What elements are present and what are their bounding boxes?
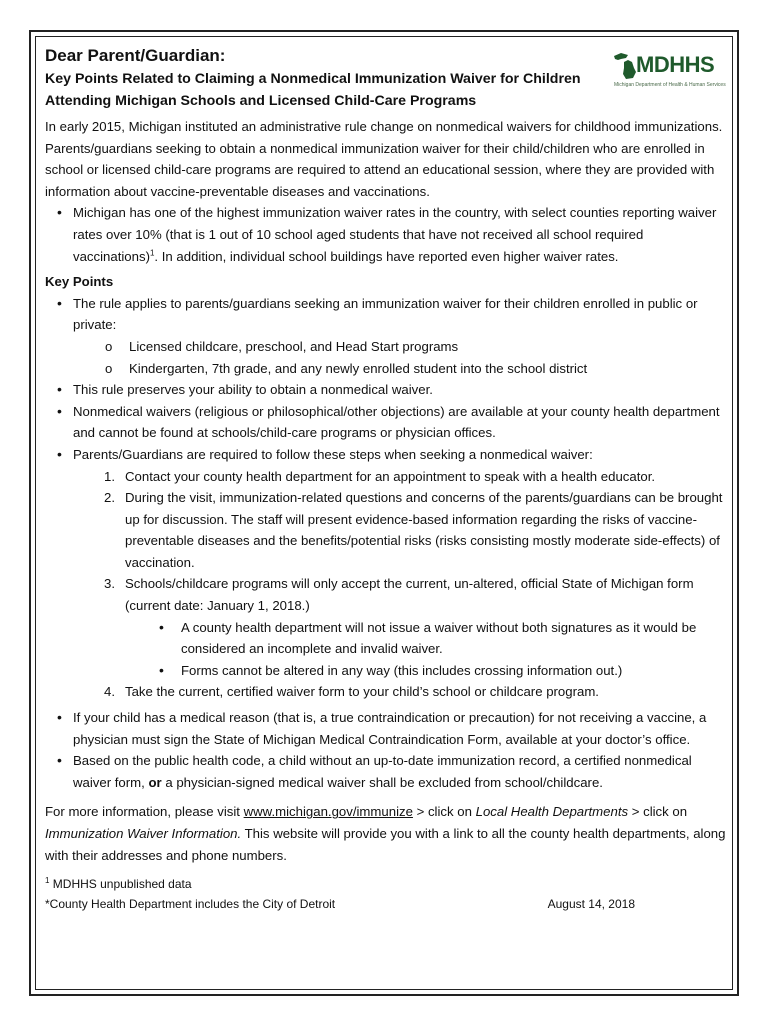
waiver-rate-text-end: . In addition, individual school buildings have reported even higher waiver rates. xyxy=(154,248,619,264)
step-text: Take the current, certified waiver form to your child’s school or childcare program. xyxy=(125,684,599,700)
footnote-text: MDHHS unpublished data xyxy=(49,877,192,892)
step-text: Contact your county health department for an appointment to speak with a health educator. xyxy=(125,468,656,484)
document-date: August 14, 2018 xyxy=(547,897,635,912)
step-item xyxy=(45,681,727,703)
immunization-waiver-info-label: Immunization Waiver Information. xyxy=(45,826,242,841)
local-health-departments-label: Local Health Departments xyxy=(475,804,629,820)
more-info-paragraph xyxy=(45,801,727,866)
logo-subtitle: Michigan Department of Health & Human Services xyxy=(614,82,726,88)
availability-bullet: • Nonmedical waivers (religious or philosophical/other objections) are available at your county health department and cannot be found at schools/child-care programs or physician offices. xyxy=(45,401,727,444)
title-line-2: Attending Michigan Schools and Licensed Child-Care Programs xyxy=(45,93,477,109)
step-text: During the visit, immunization-related questions and concerns of the parents/guardians can be brought up for discussion. The staff will present evidence-based information regarding the risks of vaccine-preventable diseases and the benefits/potential risks (risks consisting mostly moderate side-effects) of vaccination. xyxy=(125,490,723,570)
code-text-end: a physician-signed medical waiver shall be excluded from school/childcare. xyxy=(161,774,603,790)
more-info-tail: This website will provide you with a link to all the county health departments, along with their addresses and phone numbers. xyxy=(45,826,726,863)
rule-bullet: • The rule applies to parents/guardians seeking an immunization waiver for their children enrolled in public or private: xyxy=(45,293,727,336)
more-info-mid2: > click on xyxy=(628,804,688,820)
rule-sub-text: Kindergarten, 7th grade, and any newly enrolled student into the school district xyxy=(129,360,588,376)
step-number: 2. xyxy=(104,490,115,506)
footnote xyxy=(45,874,727,894)
letter-body xyxy=(45,44,727,914)
step-number: 3. xyxy=(104,576,115,592)
rule-sub-item xyxy=(45,358,727,380)
footer-row xyxy=(45,894,635,914)
step-item xyxy=(45,573,727,616)
immunize-link[interactable]: www.michigan.gov/immunize xyxy=(243,804,413,820)
medical-reason-bullet: • If your child has a medical reason (that is, a true contraindication or precaution) for not receiving a vaccine, a physician must sign the State of Michigan Medical Contraindication Form, available at your doctor’s office. xyxy=(45,707,727,750)
intro-paragraph: In early 2015, Michigan instituted an administrative rule change on nonmedical waivers for childhood immunizations. Parents/guardians seeking to obtain a nonmedical immunization waiver for their child/children who are enrolled in school or licensed child-care programs are required to attend an educational session, where they are provided with information about vaccine-preventable diseases and vaccinations. xyxy=(45,119,723,199)
waiver-rate-bullet xyxy=(45,202,727,267)
greeting: Dear Parent/Guardian: xyxy=(45,46,226,65)
key-points-heading: Key Points xyxy=(45,274,114,290)
step3-sub-bullet: • Forms cannot be altered in any way (this includes crossing information out.) xyxy=(45,660,727,682)
circle-bullet-icon: o xyxy=(105,338,113,354)
title-line-1: Key Points Related to Claiming a Nonmedical Immunization Waiver for Children xyxy=(45,71,581,87)
waiver-rate-text: Michigan has one of the highest immunization waiver rates in the country, with select counties reporting waiver rates over 10% (that is 1 out of 10 school aged students that have not received all school required vaccinations) xyxy=(73,205,717,264)
logo-wordmark: MDHHS xyxy=(636,52,715,77)
more-info-mid1: > click on xyxy=(412,804,476,820)
step-number: 1. xyxy=(104,468,115,484)
public-health-code-bullet xyxy=(45,750,727,793)
rule-sub-text: Licensed childcare, preschool, and Head Start programs xyxy=(129,338,459,354)
code-or: or xyxy=(148,774,162,790)
step3-sub-bullet: • A county health department will not issue a waiver without both signatures as it would be considered an incomplete and invalid waiver. xyxy=(45,617,727,660)
circle-bullet-icon: o xyxy=(105,360,113,376)
footnote-number: 1 xyxy=(45,876,50,886)
rule-sub-item xyxy=(45,336,727,358)
step-text: Schools/childcare programs will only accept the current, un-altered, official State of Michigan form (current date: January 1, 2018.) xyxy=(125,576,694,614)
step-number: 4. xyxy=(104,684,115,700)
more-info-lead: For more information, please visit xyxy=(45,804,244,820)
footnote-ref: 1 xyxy=(149,248,155,258)
preserves-bullet: • This rule preserves your ability to obtain a nonmedical waiver. xyxy=(45,379,727,401)
code-text: Based on the public health code, a child without an up-to-date immunization record, a certified nonmedical waiver form, xyxy=(73,753,692,790)
county-note: *County Health Department includes the City of Detroit xyxy=(45,897,336,912)
steps-intro-bullet: • Parents/Guardians are required to follow these steps when seeking a nonmedical waiver: xyxy=(45,444,727,466)
step-item xyxy=(45,487,727,573)
step-item xyxy=(45,466,727,488)
